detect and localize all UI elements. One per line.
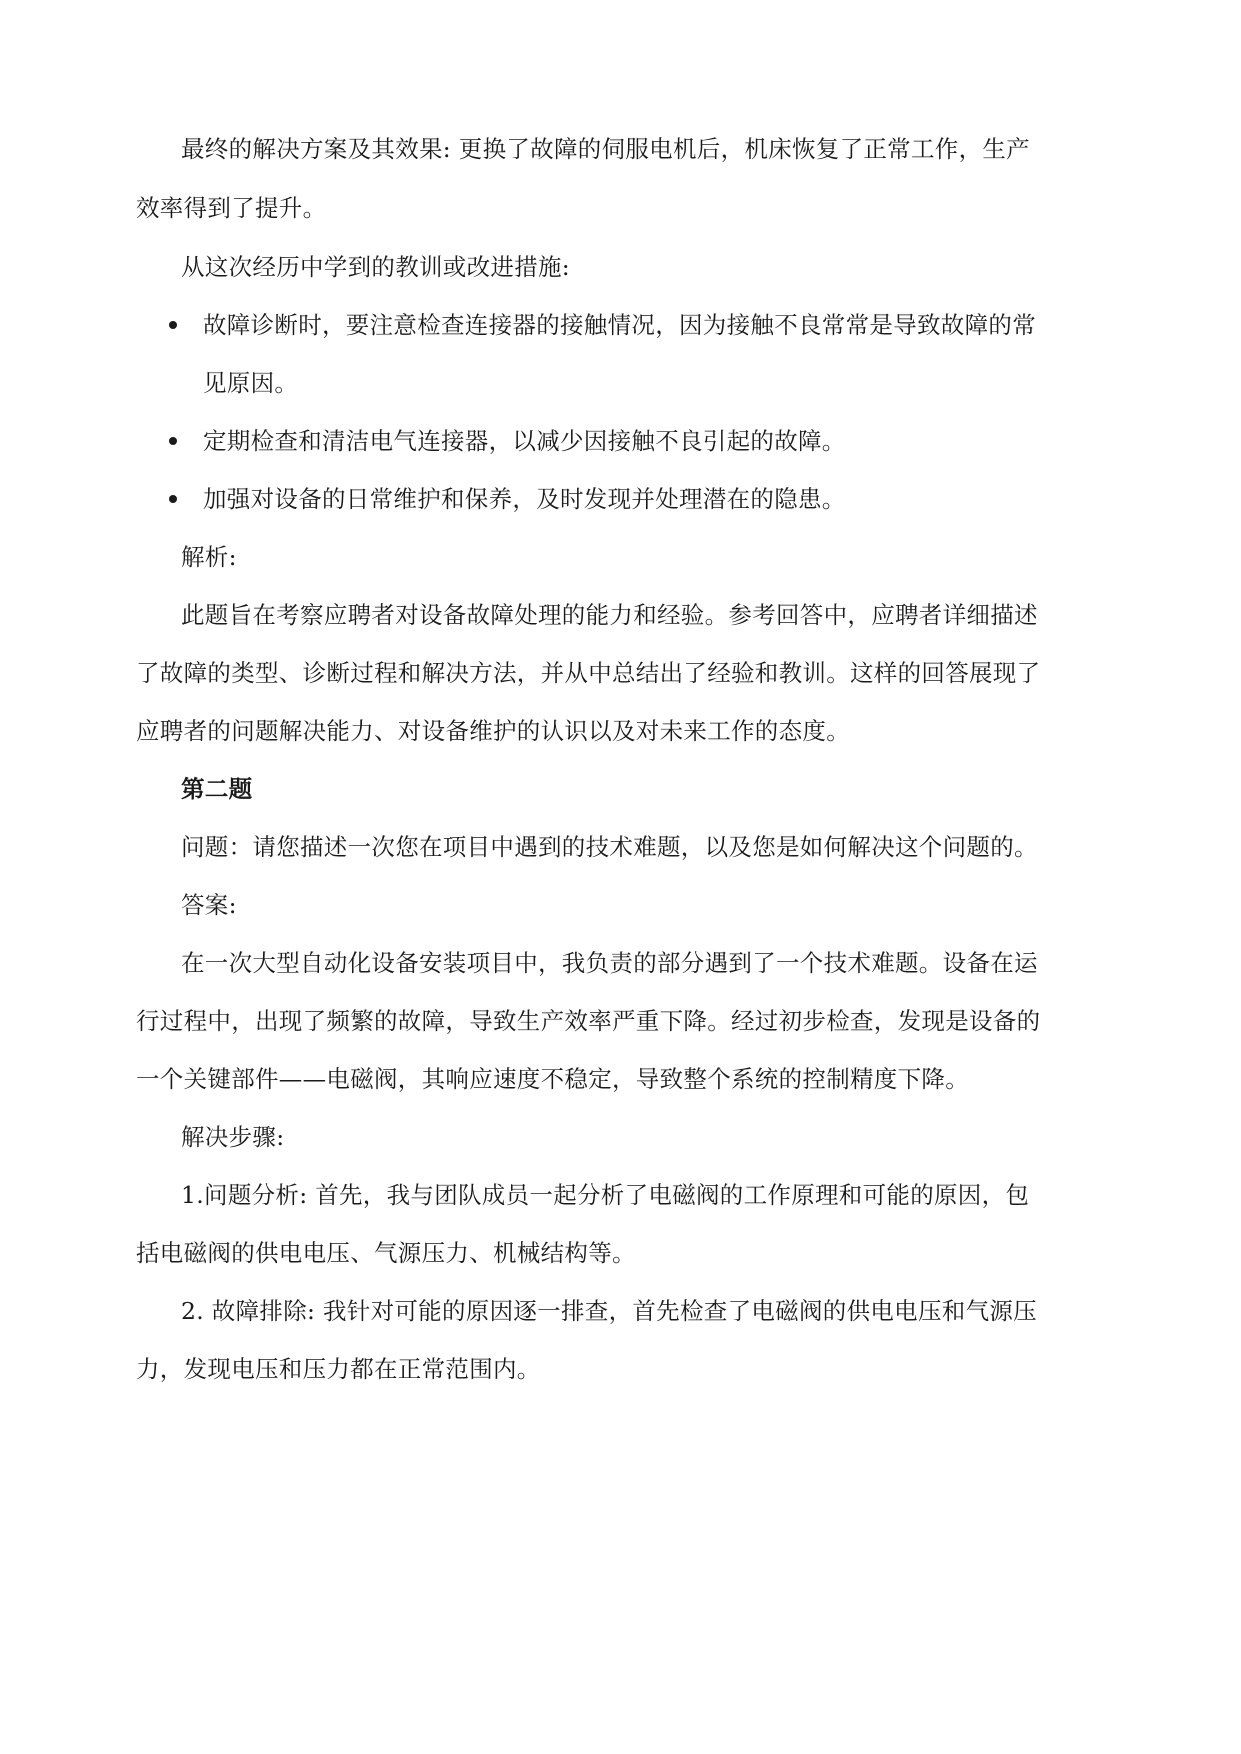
analysis-label: 解析: <box>181 543 237 571</box>
result-line-1: 最终的解决方案及其效果: 更换了故障的伺服电机后，机床恢复了正常工作，生产 <box>181 135 1030 163</box>
steps-label: 解决步骤: <box>181 1123 285 1151</box>
step-2-line-2: 力，发现电压和压力都在正常范围内。 <box>136 1355 541 1383</box>
step-1-line-2: 括电磁阀的供电电压、气源压力、机械结构等。 <box>136 1239 636 1267</box>
analysis-line-2: 了故障的类型、诊断过程和解决方法，并从中总结出了经验和教训。这样的回答展现了 <box>136 659 1041 687</box>
result-line-2: 效率得到了提升。 <box>136 194 327 222</box>
lesson-3-line-1: 加强对设备的日常维护和保养，及时发现并处理潜在的隐患。 <box>203 485 846 513</box>
bullet-icon <box>169 495 177 503</box>
lessons-intro: 从这次经历中学到的教训或改进措施: <box>181 253 571 281</box>
answer-line-1: 在一次大型自动化设备安装项目中，我负责的部分遇到了一个技术难题。设备在运 <box>181 949 1038 977</box>
step-1-line-1: 1.问题分析: 首先，我与团队成员一起分析了电磁阀的工作原理和可能的原因，包 <box>181 1181 1030 1209</box>
section-title: 第二题 <box>181 775 253 803</box>
bullet-icon <box>169 321 177 329</box>
analysis-line-1: 此题旨在考察应聘者对设备故障处理的能力和经验。参考回答中，应聘者详细描述 <box>181 601 1038 629</box>
lesson-1-line-2: 见原因。 <box>203 369 299 397</box>
analysis-line-3: 应聘者的问题解决能力、对设备维护的认识以及对未来工作的态度。 <box>136 717 850 745</box>
lesson-1-line-1: 故障诊断时，要注意检查连接器的接触情况，因为接触不良常常是导致故障的常 <box>203 311 1036 339</box>
bullet-icon <box>169 437 177 445</box>
step-2-line-1: 2. 故障排除: 我针对可能的原因逐一排查，首先检查了电磁阀的供电电压和气源压 <box>181 1297 1037 1325</box>
answer-label: 答案: <box>181 891 237 919</box>
question-text: 问题：请您描述一次您在项目中遇到的技术难题，以及您是如何解决这个问题的。 <box>181 833 1038 861</box>
lesson-2-line-1: 定期检查和清洁电气连接器，以减少因接触不良引起的故障。 <box>203 427 846 455</box>
answer-line-2: 行过程中，出现了频繁的故障，导致生产效率严重下降。经过初步检查，发现是设备的 <box>136 1007 1041 1035</box>
answer-line-3: 一个关键部件——电磁阀，其响应速度不稳定，导致整个系统的控制精度下降。 <box>136 1065 969 1093</box>
